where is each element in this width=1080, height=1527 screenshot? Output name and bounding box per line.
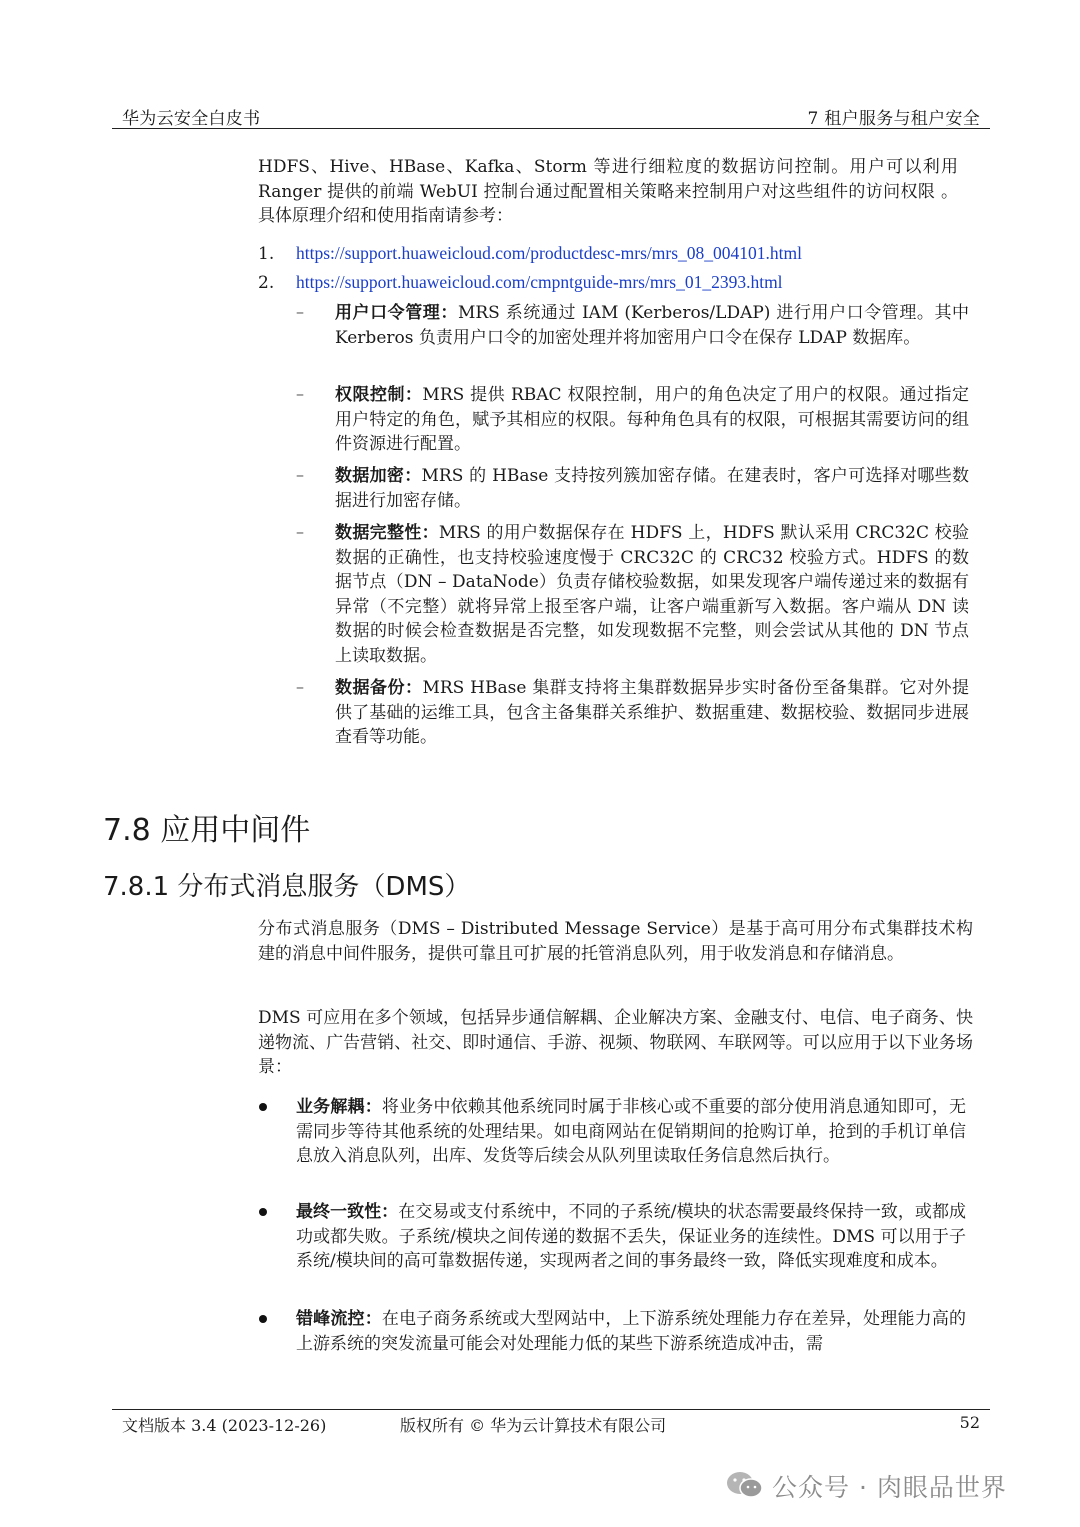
bullet-dot <box>259 1103 267 1111</box>
item-text: 在电子商务系统或大型网站中，上下游系统处理能力存在差异，处理能力高的上游系统的突发流量可能会对处理能力低的某些下游系统造成冲击，需 <box>296 1309 966 1354</box>
dash-item-data-encryption <box>335 464 969 513</box>
item-text: MRS 提供 RBAC 权限控制，用户的角色决定了用户的权限。通过指定用户特定的角色，赋予其相应的权限。每种角色具有的权限，可根据其需要访问的组件资源进行配置。 <box>335 385 970 454</box>
item-text: MRS HBase 集群支持将主集群数据异步实时备份至备集群。它对外提供了基础的运维工具，包含主备集群关系维护、数据重建、数据校验、数据同步进展查看等功能。 <box>335 678 969 747</box>
dash-item-access-control <box>335 383 969 457</box>
footer-version: 文档版本 3.4 (2023-12-26) <box>122 1416 327 1435</box>
dash-marker: – <box>296 465 304 484</box>
dash-marker: – <box>296 302 304 321</box>
dash-marker: – <box>296 522 304 541</box>
item-text: MRS 的 HBase 支持按列簇加密存储。在建表时，客户可选择对哪些数据进行加密存储。 <box>335 466 969 511</box>
item-term: 数据完整性： <box>335 523 439 543</box>
bullet-item-peak-shaving <box>296 1307 966 1356</box>
bullet-dot <box>259 1315 267 1323</box>
section-title: 7.8 应用中间件 <box>103 813 311 848</box>
item-term: 数据加密： <box>335 466 422 486</box>
header-doc-title: 华为云安全白皮书 <box>122 109 261 129</box>
reference-link-2[interactable]: https://support.huaweicloud.com/cmpntguide-mrs/mrs_01_2393.html <box>296 272 783 292</box>
dash-item-data-backup <box>335 676 969 750</box>
intro-paragraph: HDFS、Hive、HBase、Kafka、Storm 等进行细粒度的数据访问控制。用户可以利用 Ranger 提供的前端 WebUI 控制台通过配置相关策略来控制用户对这些组件的访问权限 。具体原理介绍和使用指南请参考： <box>258 157 958 226</box>
bullet-item-eventual-consistency <box>296 1200 966 1274</box>
bullet-dot <box>259 1208 267 1216</box>
wechat-icon <box>725 1470 765 1500</box>
dash-marker: – <box>296 677 304 696</box>
header-chapter-title: 7 租户服务与租户安全 <box>807 109 980 129</box>
bullet-item-decoupling <box>296 1095 966 1169</box>
watermark-text: 公众号 · 肉眼品世界 <box>772 1473 1007 1502</box>
dms-usage-paragraph: DMS 可应用在多个领域，包括异步通信解耦、企业解决方案、金融支付、电信、电子商务、快递物流、广告营销、社交、即时通信、手游、视频、物联网、车联网等。可以应用于以下业务场景： <box>258 1008 973 1077</box>
item-text: MRS 系统通过 IAM (Kerberos/LDAP) 进行用户口令管理。其中 Kerberos 负责用户口令的加密处理并将加密用户口令在保存 LDAP 数据库。 <box>335 303 970 348</box>
dash-item-password-management <box>335 301 969 350</box>
item-term: 用户口令管理： <box>335 303 458 323</box>
item-term: 权限控制： <box>335 385 423 405</box>
dash-marker: – <box>296 384 304 403</box>
item-term: 业务解耦： <box>296 1097 382 1117</box>
item-text: MRS 的用户数据保存在 HDFS 上，HDFS 默认采用 CRC32C 校验数据的正确性，也支持校验速度慢于 CRC32C 的 CRC32 校验方式。HDFS 的数据节点（DN – DataNode）负责存储校验数据，如果发现客户端传递过来的数据有异常（不完整）就将异常上报至客户端，让客户端重新写入数据。客户端从 DN 读数据的时候会检查数据是否完整，如发现数据不完整，则会尝试从其他的 DN 节点上读取数据。 <box>335 523 969 666</box>
item-text: 将业务中依赖其他系统同时属于非核心或不重要的部分使用消息通知即可，无需同步等待其他系统的处理结果。如电商网站在促销期间的抢购订单，抢到的手机订单信息放入消息队列，出库、发货等后续会从队列里读取任务信息然后执行。 <box>296 1097 966 1166</box>
item-term: 数据备份： <box>335 678 423 698</box>
subsection-title: 7.8.1 分布式消息服务（DMS） <box>103 872 471 902</box>
link-number-1: 1. <box>258 244 275 264</box>
link-number-2: 2. <box>258 273 275 293</box>
item-term: 最终一致性： <box>296 1202 399 1222</box>
footer-page-number: 52 <box>959 1413 980 1432</box>
reference-link-1[interactable]: https://support.huaweicloud.com/productdesc-mrs/mrs_08_004101.html <box>296 243 802 263</box>
header-rule <box>112 128 990 129</box>
dash-item-data-integrity <box>335 521 969 668</box>
footer-rule <box>112 1409 990 1410</box>
item-text: 在交易或支付系统中，不同的子系统/模块的状态需要最终保持一致，或都成功或都失败。子系统/模块之间传递的数据不丢失，保证业务的连续性。DMS 可以用于子系统/模块间的高可靠数据传递，实现两者之间的事务最终一致，降低实现难度和成本。 <box>296 1202 967 1271</box>
dms-intro-paragraph: 分布式消息服务（DMS – Distributed Message Service）是基于高可用分布式集群技术构建的消息中间件服务，提供可靠且可扩展的托管消息队列，用于收发消息和存储消息。 <box>258 919 973 964</box>
footer-copyright: 版权所有 © 华为云计算技术有限公司 <box>400 1416 667 1435</box>
item-term: 错峰流控： <box>296 1309 382 1329</box>
